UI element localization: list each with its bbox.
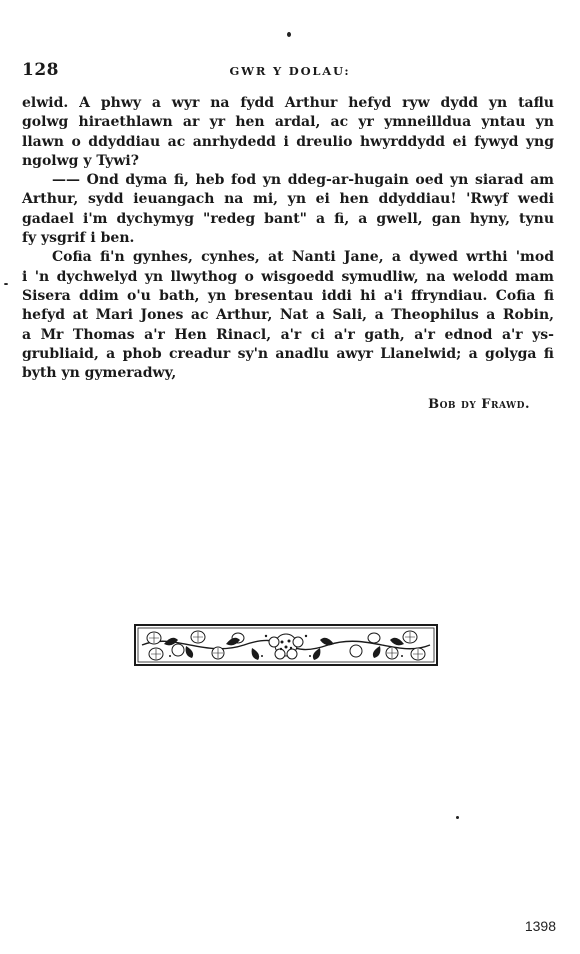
running-title: GWR Y DOLAU: <box>229 64 351 78</box>
text-line: elwid. A phwy a wyr na fydd Arthur hefyd ryw dydd yn taflu <box>22 95 554 111</box>
text-line: Cofia fi'n gynhes, cynhes, at Nanti Jane, a dywed wrthi 'mod <box>52 249 554 266</box>
text-line: grubliaid, a phob creadur sy'n anadlu awyr Llanelwid; a golyga fi <box>22 345 554 362</box>
text-line: golwg hiraethlawn ar yr hen ardal, ac yr ymneilldua yntau yn <box>22 114 554 131</box>
text-line: fy ysgrif i ben. <box>22 230 135 247</box>
text-line: Sisera ddim o'u bath, yn bresentau iddi hi a'i ffryndiau. Cofia fi <box>22 287 554 304</box>
text-line: i 'n dychwelyd yn llwythog o wisgoedd symudliw, na welodd mam <box>22 268 554 285</box>
text-line: —— Ond dyma fi, heb fod yn ddeg-ar-hugain oed yn siarad am <box>52 172 554 189</box>
scan-number: 1398 <box>524 918 556 934</box>
text-line: a Mr Thomas a'r Hen Rinacl, a'r ci a'r gath, a'r ednod a'r ys- <box>22 326 554 343</box>
page-number: 128 <box>22 60 59 80</box>
print-speck <box>287 32 291 37</box>
text-line: ngolwg y Tywi? <box>22 152 139 169</box>
text-line: gadael i'm dychymyg "redeg bant" a fi, a gwell, gan hyny, tynu <box>22 210 554 227</box>
text-line: llawn o ddyddiau ac anrhydedd i dreulio hwyrddydd ei fywyd yng <box>22 133 554 150</box>
text-line: hefyd at Mari Jones ac Arthur, Nat a Sali, a Theophilus a Robin, <box>22 307 554 324</box>
letter-body <box>22 94 554 383</box>
signature: Bob dy Frawd. <box>428 397 530 412</box>
floral-ornament <box>134 624 438 666</box>
text-line: byth yn gymeradwy, <box>22 365 177 382</box>
text-line: Arthur, sydd ieuangach na mi, yn ei hen ddyddiau! 'Rwyf wedi <box>22 191 554 208</box>
print-speck <box>4 283 8 285</box>
print-speck <box>456 816 459 819</box>
